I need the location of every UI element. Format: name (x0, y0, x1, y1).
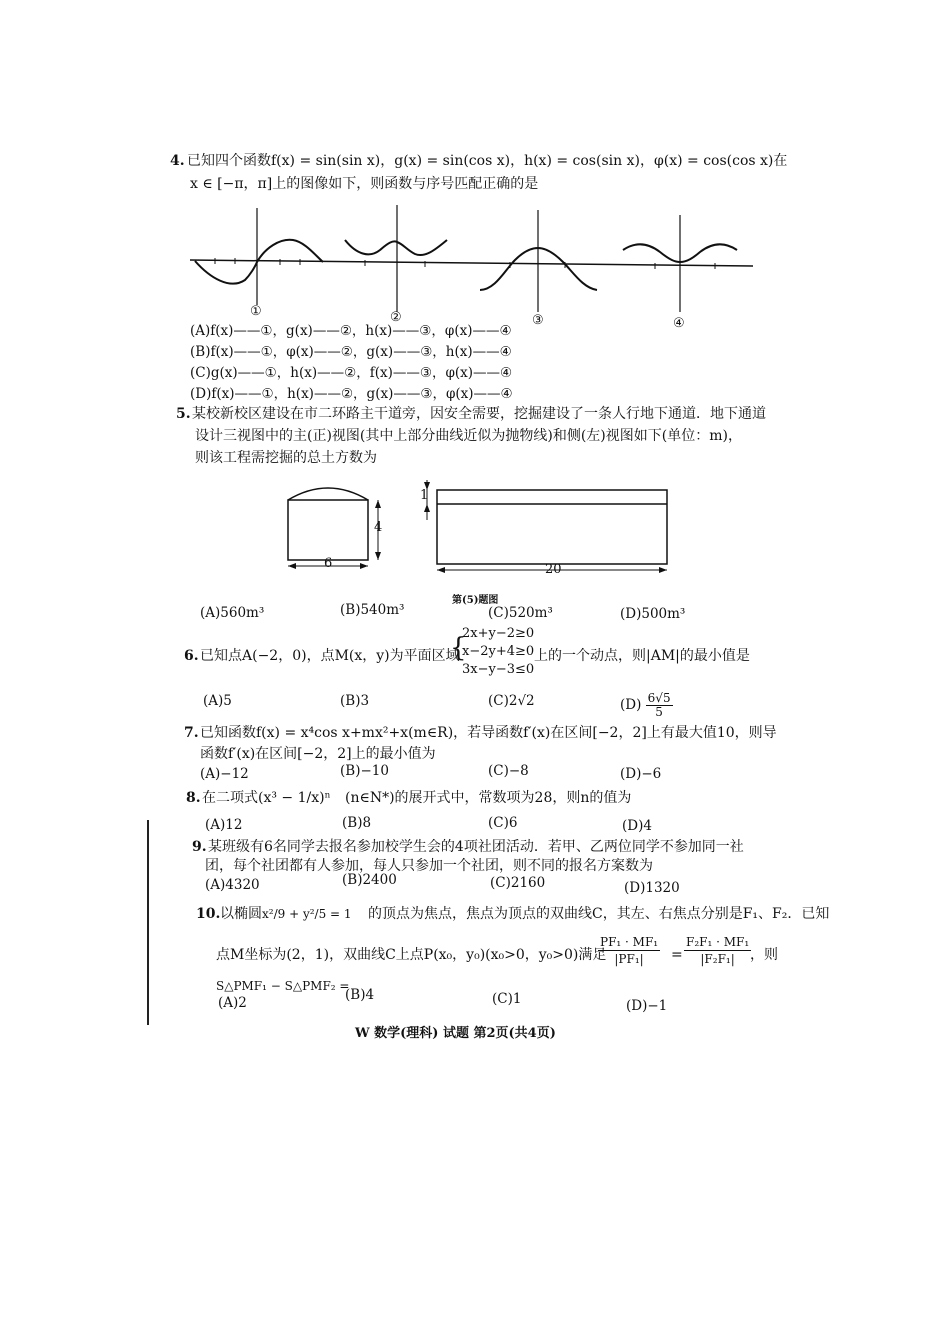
q5-option-d: (D)500m³ (620, 606, 686, 622)
q5-number: 5. (176, 406, 191, 422)
q8-option-c: (C)6 (488, 815, 518, 831)
dim-width: 6 (324, 556, 333, 571)
graph-label-4: ④ (673, 316, 685, 331)
q7-line2: 函数f′(x)在区间[−2，2]上的最小值为 (200, 746, 436, 762)
q6-constraint-3: 3x−y−3≤0 (462, 662, 535, 677)
q8-pre: 在二项式 (202, 790, 258, 806)
q9-option-b: (B)2400 (342, 872, 397, 888)
q5-option-a: (A)560m³ (200, 605, 265, 621)
q9-option-d: (D)1320 (624, 880, 680, 896)
q10-then: ，则 (750, 947, 778, 963)
q6-option-d-numerator: 6√5 (647, 691, 671, 705)
q9-option-c: (C)2160 (490, 875, 546, 891)
q7-option-b: (B)−10 (340, 763, 389, 779)
q10-fraction-2 (684, 934, 751, 967)
q10-fraction-1-denominator: |PF₁| (614, 952, 644, 966)
q10-option-b: (B)4 (345, 987, 375, 1003)
q6-option-d (620, 692, 673, 719)
q8-option-b: (B)8 (342, 815, 372, 831)
q6-brace: { (450, 633, 467, 663)
q10-line2: 点M坐标为(2，1)，双曲线C上点P(x₀，y₀)(x₀>0，y₀>0)满足 (216, 947, 607, 963)
q4-line1: 已知四个函数f(x) = sin(sin x)，g(x) = sin(cos x)，h(x) = cos(sin x)，φ(x) = cos(cos x)在 (187, 153, 788, 169)
q10-option-a: (A)2 (218, 995, 247, 1011)
graph-label-1: ① (250, 304, 262, 319)
graph-label-2: ② (390, 310, 402, 325)
q6-option-d-fraction (646, 692, 673, 719)
graph-2 (345, 205, 447, 312)
q10-pre: 以椭圆 (220, 906, 262, 922)
q4-option-d: (D)f(x)——①，h(x)——②，g(x)——③，φ(x)——④ (190, 386, 513, 402)
q6-option-b: (B)3 (340, 693, 370, 709)
q8-expression: (x³ − 1/x)ⁿ (258, 790, 331, 806)
margin-rule (147, 820, 149, 1025)
q7-option-d: (D)−6 (620, 766, 662, 782)
q6-constraint-1: 2x+y−2≥0 (462, 626, 535, 641)
q9-line2: 团，每个社团都有人参加，每人只参加一个社团，则不同的报名方案数为 (205, 858, 653, 874)
q5-option-b: (B)540m³ (340, 602, 405, 618)
q6-option-c: (C)2√2 (488, 693, 535, 709)
q8-option-a: (A)12 (205, 817, 243, 833)
q7-line1: 已知函数f(x) = x⁴cos x+mx²+x(m∈R)，若导函数f′(x)在区间[−2，2]上有最大值10，则导 (200, 725, 777, 741)
q9-option-a: (A)4320 (205, 877, 260, 893)
q7-number: 7. (184, 725, 199, 741)
q10-option-c: (C)1 (492, 991, 522, 1007)
q5-line2: 设计三视图中的主(正)视图(其中上部分曲线近似为抛物线)和侧(左)视图如下(单位：m)， (195, 428, 742, 444)
dim-length: 20 (545, 562, 562, 577)
dim-top: 1 (420, 488, 429, 503)
q6-text: 已知点A(−2，0)，点M(x，y)为平面区域 (200, 648, 460, 664)
q10-line1: 的顶点为焦点，焦点为顶点的双曲线C，其左、右焦点分别是F₁、F₂．已知 (368, 906, 830, 922)
q6-constraint-2: x−2y+4≥0 (462, 644, 535, 659)
dim-height: 4 (374, 520, 383, 535)
q10-fraction-1 (598, 934, 660, 967)
q10-number: 10. (196, 906, 221, 922)
graph-label-3: ③ (532, 313, 544, 328)
q10-equals: = (671, 947, 683, 963)
q9-number: 9. (192, 839, 207, 855)
q5-option-c: (C)520m³ (488, 605, 553, 621)
q7-option-a: (A)−12 (200, 766, 249, 782)
q9-line1: 某班级有6名同学去报名参加校学生会的4项社团活动．若甲、乙两位同学不参加同一社 (208, 839, 744, 855)
graph-1 (195, 208, 323, 305)
q5-figure-caption: 第(5)题图 (452, 595, 499, 606)
q10-line3: S△PMF₁ − S△PMF₂ = (216, 979, 350, 993)
q6-option-d-denominator: 5 (655, 705, 663, 719)
q7-option-c: (C)−8 (488, 763, 529, 779)
q8-number: 8. (186, 790, 201, 806)
q10-ellipse: x²/9 + y²/5 = 1 (262, 907, 352, 921)
q6-option-d-prefix: (D) (620, 697, 642, 713)
q8-post: (n∈N*)的展开式中，常数项为28，则n的值为 (345, 790, 632, 806)
graph-3 (480, 210, 597, 312)
q10-fraction-2-denominator: |F₂F₁| (700, 952, 735, 966)
q6-option-a: (A)5 (203, 693, 232, 709)
q5-line3: 则该工程需挖掘的总土方数为 (195, 450, 377, 466)
graph-4 (623, 215, 737, 312)
q4-function-graphs (185, 200, 760, 335)
q10-fraction-2-numerator: F₂F₁ · MF₁ (686, 935, 750, 949)
q10-option-d: (D)−1 (626, 998, 668, 1014)
q4-option-c: (C)g(x)——①，h(x)——②，f(x)——③，φ(x)——④ (190, 365, 513, 381)
q5-line1: 某校新校区建设在市二环路主干道旁，因安全需要，挖掘建设了一条人行地下通道．地下通道 (192, 406, 766, 422)
q4-line2: x ∈ [−π，π]上的图像如下，则函数与序号匹配正确的是 (190, 176, 539, 192)
q6-tail: 上的一个动点，则|AM|的最小值是 (534, 648, 750, 664)
q8-option-d: (D)4 (622, 818, 652, 834)
page-footer: W 数学(理科) 试题 第2页(共4页) (355, 1026, 556, 1041)
q6-number: 6. (184, 648, 199, 664)
q10-fraction-1-numerator: PF₁ · MF₁ (600, 935, 659, 949)
q4-option-a: (A)f(x)——①，g(x)——②，h(x)——③，φ(x)——④ (190, 323, 512, 339)
q4-option-b: (B)f(x)——①，φ(x)——②，g(x)——③，h(x)——④ (190, 344, 512, 360)
q4-number: 4. (170, 153, 185, 169)
